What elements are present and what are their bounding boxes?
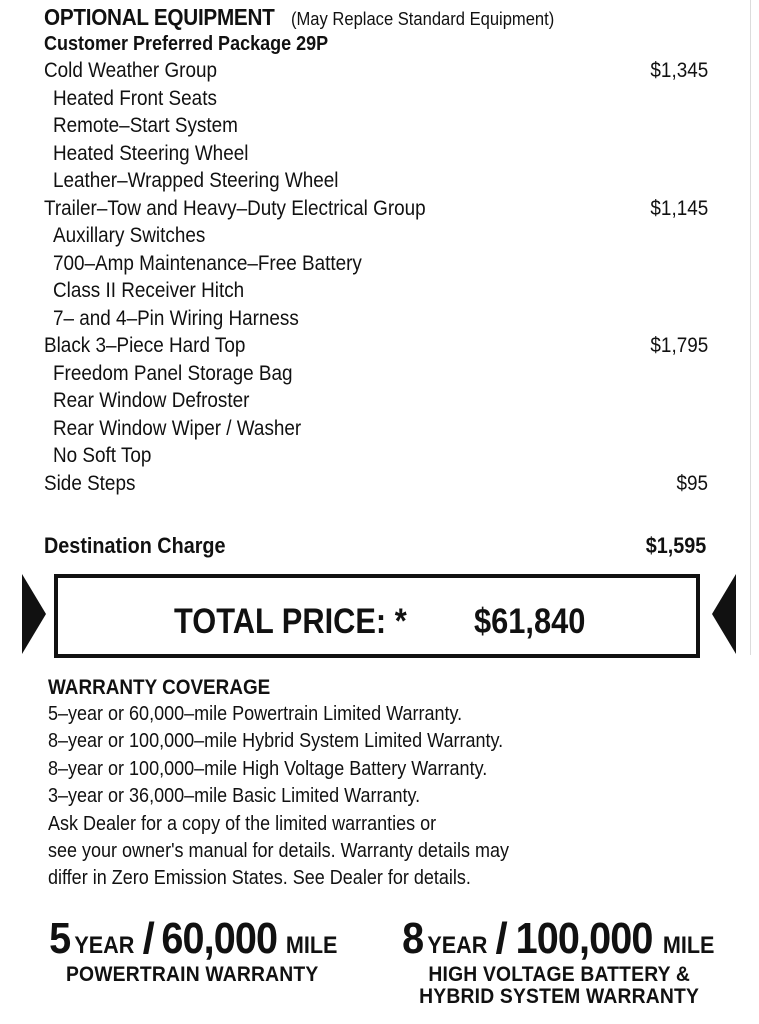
equipment-subitem: [44, 167, 708, 195]
equipment-subitem: [44, 277, 708, 305]
equipment-subitem: [44, 85, 708, 113]
badge-caption-line: HIGH VOLTAGE BATTERY &: [428, 963, 690, 986]
warranty-line: 8–year or 100,000–mile High Voltage Battery Warranty.: [48, 757, 488, 780]
equipment-item-label: Black 3–Piece Hard Top: [44, 334, 246, 357]
equipment-item-label: Freedom Panel Storage Bag: [53, 361, 293, 385]
equipment-subitem: [44, 222, 708, 250]
equipment-subitem: [44, 360, 708, 388]
badge-year-word: YEAR: [74, 932, 135, 959]
equipment-item-label: Rear Window Defroster: [53, 389, 250, 412]
equipment-item-label: Auxillary Switches: [53, 224, 206, 247]
warranty-line: differ in Zero Emission States. See Dealer for details.: [48, 867, 471, 890]
equipment-item: [44, 195, 708, 223]
equipment-item-label: Rear Window Wiper / Washer: [53, 416, 302, 440]
equipment-item-label: Cold Weather Group: [44, 59, 217, 82]
right-arrow-icon: [712, 574, 736, 654]
badge-year-word: YEAR: [427, 932, 488, 959]
equipment-list: [44, 57, 708, 497]
warranty-coverage-title: WARRANTY COVERAGE: [48, 676, 271, 699]
equipment-subitem: [44, 415, 708, 443]
equipment-item-label: Remote–Start System: [53, 114, 238, 137]
equipment-item: [44, 332, 708, 360]
warranty-line: see your owner's manual for details. Warranty details may: [48, 839, 509, 862]
equipment-subitem: [44, 250, 708, 278]
badge-caption: [48, 964, 336, 986]
package-name: Customer Preferred Package 29P: [44, 33, 329, 55]
equipment-item-label: Heated Front Seats: [53, 86, 217, 110]
equipment-item-price: $1,345: [650, 59, 708, 82]
warranty-line: Ask Dealer for a copy of the limited warranties or: [48, 812, 437, 835]
badge-caption-line: HYBRID SYSTEM WARRANTY: [419, 985, 699, 1008]
badge-headline: [48, 914, 336, 964]
total-price-box: [54, 574, 700, 658]
optional-equipment-heading: [44, 4, 577, 31]
right-edge-rule: [750, 0, 751, 655]
badge-slash: /: [495, 914, 508, 963]
equipment-item-price: $1,795: [650, 334, 708, 357]
equipment-item-price: $1,145: [650, 196, 708, 220]
badge-caption-line: POWERTRAIN WARRANTY: [65, 963, 319, 986]
warranty-line: 5–year or 60,000–mile Powertrain Limited Warranty.: [48, 703, 463, 725]
warranty-line: 8–year or 100,000–mile Hybrid System Limited Warranty.: [48, 730, 504, 753]
badge-years: 5: [49, 914, 71, 963]
battery-hybrid-warranty-badge: [400, 914, 718, 1008]
optional-equipment-title: OPTIONAL EQUIPMENT: [44, 4, 275, 30]
destination-charge-label: Destination Charge: [44, 533, 226, 558]
badge-miles: 100,000: [515, 914, 653, 963]
badge-mile-word: MILE: [662, 932, 715, 959]
badge-headline: [400, 914, 718, 964]
equipment-subitem: [44, 387, 708, 415]
warranty-line: 3–year or 36,000–mile Basic Limited Warranty.: [48, 785, 421, 808]
equipment-subitem: [44, 140, 708, 168]
destination-charge-price: $1,595: [645, 533, 706, 558]
equipment-subitem: [44, 112, 708, 140]
equipment-subitem: [44, 305, 708, 333]
total-price-value: $61,840: [474, 602, 586, 641]
badge-mile-word: MILE: [286, 932, 338, 959]
equipment-item-label: Heated Steering Wheel: [53, 141, 249, 165]
equipment-subitem: [44, 442, 708, 470]
equipment-item-price: $95: [676, 471, 708, 495]
badge-years: 8: [402, 914, 424, 963]
equipment-item-label: Leather–Wrapped Steering Wheel: [53, 169, 339, 192]
destination-charge-row: [44, 533, 706, 561]
equipment-item: [44, 57, 708, 85]
total-price-label: TOTAL PRICE: *: [174, 602, 407, 641]
optional-equipment-subtitle: (May Replace Standard Equipment): [290, 9, 554, 29]
equipment-item-label: 700–Amp Maintenance–Free Battery: [53, 251, 362, 275]
equipment-item-label: Trailer–Tow and Heavy–Duty Electrical Group: [44, 196, 426, 220]
warranty-coverage-list: [48, 701, 560, 893]
equipment-item-label: Class II Receiver Hitch: [53, 279, 245, 302]
left-arrow-icon: [22, 574, 46, 654]
equipment-item: [44, 470, 708, 498]
powertrain-warranty-badge: [48, 914, 336, 986]
equipment-item-label: No Soft Top: [53, 444, 152, 467]
badge-caption: [400, 964, 718, 1008]
equipment-item-label: Side Steps: [44, 471, 136, 495]
badge-miles: 60,000: [161, 914, 278, 963]
badge-slash: /: [142, 914, 155, 963]
equipment-item-label: 7– and 4–Pin Wiring Harness: [53, 306, 299, 330]
